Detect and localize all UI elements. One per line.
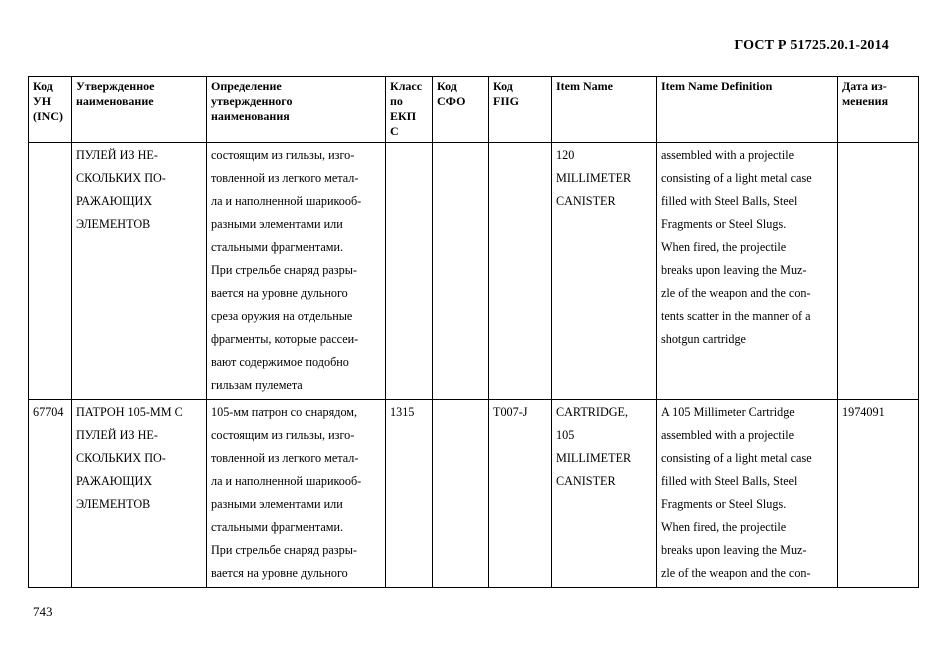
cell-line: filled with Steel Balls, Steel <box>661 194 798 208</box>
cell-line: T007-J <box>493 405 528 419</box>
cell-line: гильзам пулемета <box>211 378 303 392</box>
header-line: Item Name <box>556 79 613 93</box>
cell-line: shotgun cartridge <box>661 332 746 346</box>
header-line: Item Name Definition <box>661 79 773 93</box>
header-line: менения <box>842 94 889 108</box>
cell-line: среза оружия на отдельные <box>211 309 353 323</box>
cell-line: filled with Steel Balls, Steel <box>661 474 798 488</box>
cell-line: Fragments or Steel Slugs. <box>661 217 787 231</box>
cell-line: При стрельбе снаряд разры- <box>211 543 357 557</box>
header-line: наименование <box>76 94 154 108</box>
cell-line: При стрельбе снаряд разры- <box>211 263 357 277</box>
cell-line: ПУЛЕЙ ИЗ НЕ- <box>76 148 158 162</box>
header-code-fiig <box>489 77 552 143</box>
cell-change-date <box>838 400 919 588</box>
cell-line: вается на уровне дульного <box>211 566 348 580</box>
header-line: Определение <box>211 79 282 93</box>
cell-line: вается на уровне дульного <box>211 286 348 300</box>
cell-line: When fired, the projectile <box>661 520 787 534</box>
cell-line: ла и наполненной шарикооб- <box>211 194 362 208</box>
cell-item-definition <box>657 400 838 588</box>
cell-line: стальными фрагментами. <box>211 240 344 254</box>
cell-line: 105-мм патрон со снарядом, <box>211 405 358 419</box>
header-line: наименования <box>211 109 290 123</box>
cell-line: состоящим из гильзы, изго- <box>211 428 355 442</box>
header-definition <box>207 77 386 143</box>
header-item-definition <box>657 77 838 143</box>
cell-item-definition <box>657 143 838 400</box>
cell-line: breaks upon leaving the Muz- <box>661 543 807 557</box>
cell-line: состоящим из гильзы, изго- <box>211 148 355 162</box>
cell-line: ла и наполненной шарикооб- <box>211 474 362 488</box>
cell-line: ПАТРОН 105-ММ С <box>76 405 183 419</box>
cell-line: assembled with a projectile <box>661 148 795 162</box>
cell-line: MILLIMETER <box>556 171 632 185</box>
header-line: Код <box>33 79 53 93</box>
table-row <box>29 400 919 588</box>
header-line: Класс <box>390 79 423 93</box>
cell-line: СКОЛЬКИХ ПО- <box>76 451 166 465</box>
cell-line: 1974091 <box>842 405 885 419</box>
cell-line: РАЖАЮЩИХ <box>76 474 153 488</box>
cell-code-fiig <box>489 400 552 588</box>
header-change-date <box>838 77 919 143</box>
header-line: Дата из- <box>842 79 887 93</box>
cell-line: разными элементами или <box>211 217 343 231</box>
header-line: СФО <box>437 94 466 108</box>
cell-line: СКОЛЬКИХ ПО- <box>76 171 166 185</box>
cell-class-ekps <box>386 143 433 400</box>
cell-line: zle of the weapon and the con- <box>661 566 811 580</box>
cell-line: вают содержимое подобно <box>211 355 349 369</box>
cell-line: CARTRIDGE, <box>556 405 629 419</box>
header-inc <box>29 77 72 143</box>
cell-approved-name <box>72 143 207 400</box>
item-name-table <box>28 76 919 588</box>
cell-line: 67704 <box>33 405 64 419</box>
cell-line: 105 <box>556 428 575 442</box>
header-line: С <box>390 124 399 138</box>
cell-line: товленной из легкого метал- <box>211 171 359 185</box>
cell-line: A 105 Millimeter Cartridge <box>661 405 795 419</box>
cell-line: zle of the weapon and the con- <box>661 286 811 300</box>
cell-definition <box>207 143 386 400</box>
header-line: утвержденного <box>211 94 293 108</box>
cell-inc <box>29 143 72 400</box>
cell-inc <box>29 400 72 588</box>
header-line: ЕКП <box>390 109 417 123</box>
cell-line: ПУЛЕЙ ИЗ НЕ- <box>76 428 158 442</box>
header-line: Код <box>493 79 513 93</box>
cell-item-name <box>552 400 657 588</box>
header-line: (INC) <box>33 109 63 123</box>
cell-approved-name <box>72 400 207 588</box>
header-line: по <box>390 94 403 108</box>
cell-code-sfo <box>433 143 489 400</box>
cell-line: assembled with a projectile <box>661 428 795 442</box>
cell-line: 1315 <box>390 405 415 419</box>
header-line: FIIG <box>493 94 520 108</box>
cell-code-fiig <box>489 143 552 400</box>
cell-change-date <box>838 143 919 400</box>
header-line: Код <box>437 79 457 93</box>
table-header-row <box>29 77 919 143</box>
cell-definition <box>207 400 386 588</box>
cell-line: ЭЛЕМЕНТОВ <box>76 217 151 231</box>
header-item-name <box>552 77 657 143</box>
cell-item-name <box>552 143 657 400</box>
cell-line: breaks upon leaving the Muz- <box>661 263 807 277</box>
cell-line: consisting of a light metal case <box>661 451 812 465</box>
header-class-ekps <box>386 77 433 143</box>
cell-line: CANISTER <box>556 194 616 208</box>
header-line: УН <box>33 94 52 108</box>
header-approved-name <box>72 77 207 143</box>
cell-line: стальными фрагментами. <box>211 520 344 534</box>
cell-line: When fired, the projectile <box>661 240 787 254</box>
cell-line: tents scatter in the manner of a <box>661 309 811 323</box>
cell-line: фрагменты, которые рассеи- <box>211 332 359 346</box>
cell-line: ЭЛЕМЕНТОВ <box>76 497 151 511</box>
document-code: ГОСТ Р 51725.20.1-2014 <box>734 38 889 53</box>
cell-code-sfo <box>433 400 489 588</box>
cell-line: MILLIMETER <box>556 451 632 465</box>
cell-line: consisting of a light metal case <box>661 171 812 185</box>
page-number: 743 <box>33 604 53 619</box>
cell-class-ekps <box>386 400 433 588</box>
cell-line: товленной из легкого метал- <box>211 451 359 465</box>
cell-line: Fragments or Steel Slugs. <box>661 497 787 511</box>
cell-line: РАЖАЮЩИХ <box>76 194 153 208</box>
cell-line: CANISTER <box>556 474 616 488</box>
table-row <box>29 143 919 400</box>
cell-line: 120 <box>556 148 575 162</box>
header-code-sfo <box>433 77 489 143</box>
cell-line: разными элементами или <box>211 497 343 511</box>
header-line: Утвержденное <box>76 79 155 93</box>
